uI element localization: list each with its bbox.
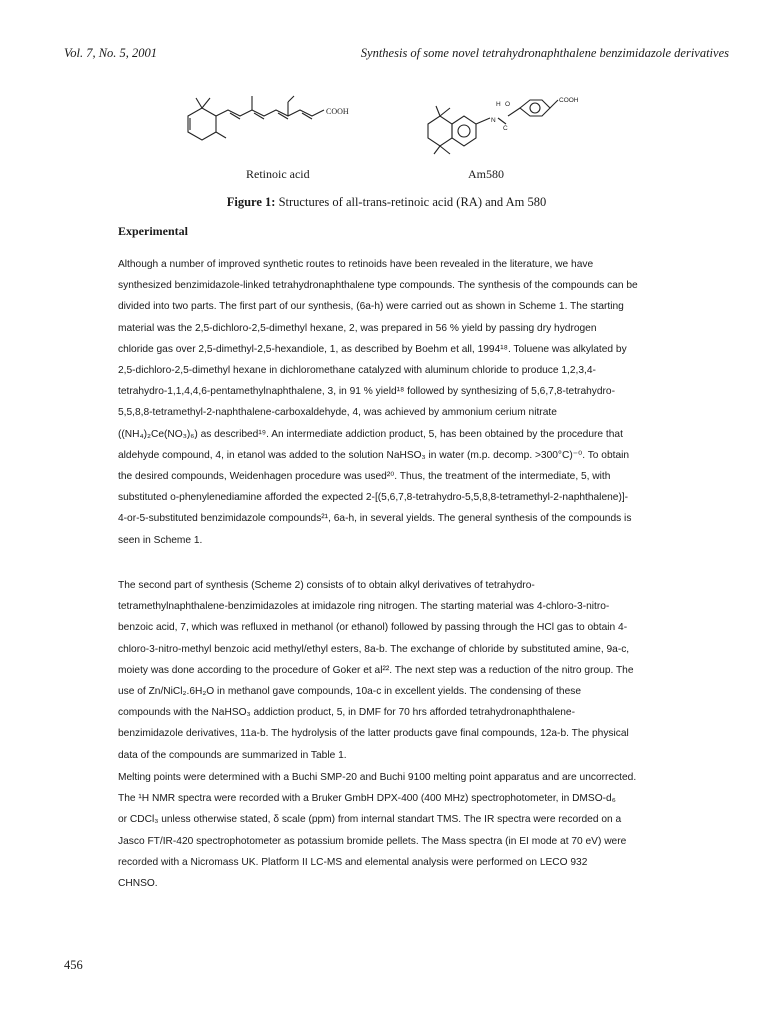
running-title-header: Synthesis of some novel tetrahydronaphthalene benzimidazole derivatives	[360, 46, 729, 60]
text-line: divided into two parts. The first part of our synthesis, (6a-h) were carried out as shown in Scheme 1. The starting	[118, 301, 624, 313]
text-line: moiety was done according to the procedure of Goker et al²². The next step was a reduction of the nitro group. The	[118, 664, 634, 676]
text-line: compounds with the NaHSO₃ addiction product, 5, in DMF for 70 hrs afforded tetrahydronaphthalene-	[118, 707, 575, 719]
text-line: 4-or-5-substituted benzimidazole compounds²¹, 6a-h, in several yields. The general synthesis of the compounds is	[118, 513, 632, 525]
text-line: 5,5,8,8-tetramethyl-2-naphthalene-carboxaldehyde, 4, was achieved by ammonium cerium nitrate	[118, 407, 557, 419]
paragraph-synthesis-part-two	[118, 575, 718, 766]
text-line: or CDCl₃ unless otherwise stated, δ scale (ppm) from internal standart TMS. The IR spectra were recorded on a	[118, 814, 622, 826]
text-line: tetrahydro-1,1,4,4,6-pentamethylnaphthalene, 3, in 91 % yield¹⁸ followed by synthesizing of 5,6,7,8-tetrahydro-	[118, 386, 615, 398]
text-line: Although a number of improved synthetic routes to retinoids have been revealed in the literature, we have	[118, 259, 594, 270]
text-line: substituted o-phenylenediamine afforded the expected 2-[(5,6,7,8-tetrahydro-5,5,8,8-tetramethyl-2-naphthalene)]-	[118, 492, 629, 504]
am580-n-label: N	[491, 117, 496, 124]
am580-o-label: O	[505, 101, 511, 108]
text-line: Jasco FT/IR-420 spectrophotometer as potassium bromide pellets. The Mass spectra (in EI mode at 70 eV) were	[118, 835, 627, 847]
figure-caption-text: Structures of all-trans-retinoic acid (RA) and Am 580	[278, 195, 547, 209]
text-line: material was the 2,5-dichloro-2,5-dimethyl hexane, 2, was prepared in 56 % yield by passing dry hydrogen	[118, 322, 597, 334]
am580-structure	[428, 100, 558, 154]
am580-cooh-label: COOH	[559, 97, 579, 104]
text-line: CHNSO.	[118, 878, 158, 890]
text-line: use of Zn/NiCl₂.6H₂O in methanol gave compounds, 10a-c in excellent yields. The condensing of these	[118, 686, 582, 698]
text-line: The second part of synthesis (Scheme 2) consists of to obtain alkyl derivatives of tetrahydro-	[118, 580, 535, 591]
text-line: recorded with a Nicromass UK. Platform II LC-MS and elemental analysis were performed on LECO 932	[118, 856, 588, 868]
paragraph-instrumentation	[118, 767, 718, 894]
paragraph-synthesis-part-one	[118, 254, 718, 551]
text-line: 2,5-dichloro-2,5-dimethyl hexane in dichloromethane catalyzed with aluminum chloride to produce 1,2,3,4-	[118, 365, 596, 377]
text-line: the desired compounds, Weidenhagen procedure was used²⁰. Thus, the treatment of the intermediate, 5, with	[118, 471, 611, 483]
am580-h-label: H	[496, 101, 501, 108]
retinoic-cooh-label: COOH	[326, 107, 349, 116]
text-line: seen in Scheme 1.	[118, 534, 203, 546]
text-line: chloro-3-nitro-methyl benzoic acid methyl/ethyl esters, 8a-b. The exchange of chloride by substituted amine, 9a-c,	[118, 643, 630, 655]
text-line: benzimidazole derivatives, 11a-b. The hydrolysis of the latter products gave final compounds, 12a-b. The physical	[118, 728, 629, 740]
text-line: data of the compounds are summarized in Table 1.	[118, 749, 347, 761]
text-line: tetramethylnaphthalene-benzimidazoles at imidazole ring nitrogen. The starting material was 4-chloro-3-nitro-	[118, 601, 610, 613]
figure-caption-number: Figure 1:	[226, 195, 276, 209]
section-title: Experimental	[118, 224, 188, 238]
retinoic-acid-label: Retinoic acid	[246, 167, 310, 181]
text-line: chloride gas over 2,5-dimethyl-2,5-hexandiole, 1, as described by Boehm et all, 1994¹⁸. Toluene was alkylated by	[118, 343, 627, 355]
text-line: aldehyde compound, 4, in etanol was added to the solution NaHSO₃ in water (m.p. decomp. >300°C)⁻⁰. To obtain	[118, 449, 630, 461]
text-line: The ¹H NMR spectra were recorded with a Bruker GmbH DPX-400 (400 MHz) spectrophotometer, in DMSO-d₆	[118, 793, 616, 805]
text-line: Melting points were determined with a Buchi SMP-20 and Buchi 9100 melting point apparatus and are uncorrected.	[118, 772, 637, 783]
am580-label: Am580	[468, 167, 504, 181]
am580-c-label: C	[503, 125, 508, 132]
chemical-structures-figure	[160, 86, 620, 166]
text-line: ((NH₄)₂Ce(NO₃)₆) as described¹⁹. An intermediate addiction product, 5, has been obtained by the procedure that	[118, 428, 623, 440]
retinoic-acid-structure	[188, 96, 324, 140]
journal-volume-header: Vol. 7, No. 5, 2001	[64, 46, 158, 60]
text-line: benzoic acid, 7, which was refluxed in methanol (or ethanol) followed by passing through the HCl gas to obtain 4-	[118, 622, 628, 634]
page-number: 456	[64, 958, 83, 972]
figure-caption	[0, 195, 773, 210]
text-line: synthesized benzimidazole-linked tetrahydronaphthalene type compounds. The synthesis of the compounds can be	[118, 280, 638, 292]
